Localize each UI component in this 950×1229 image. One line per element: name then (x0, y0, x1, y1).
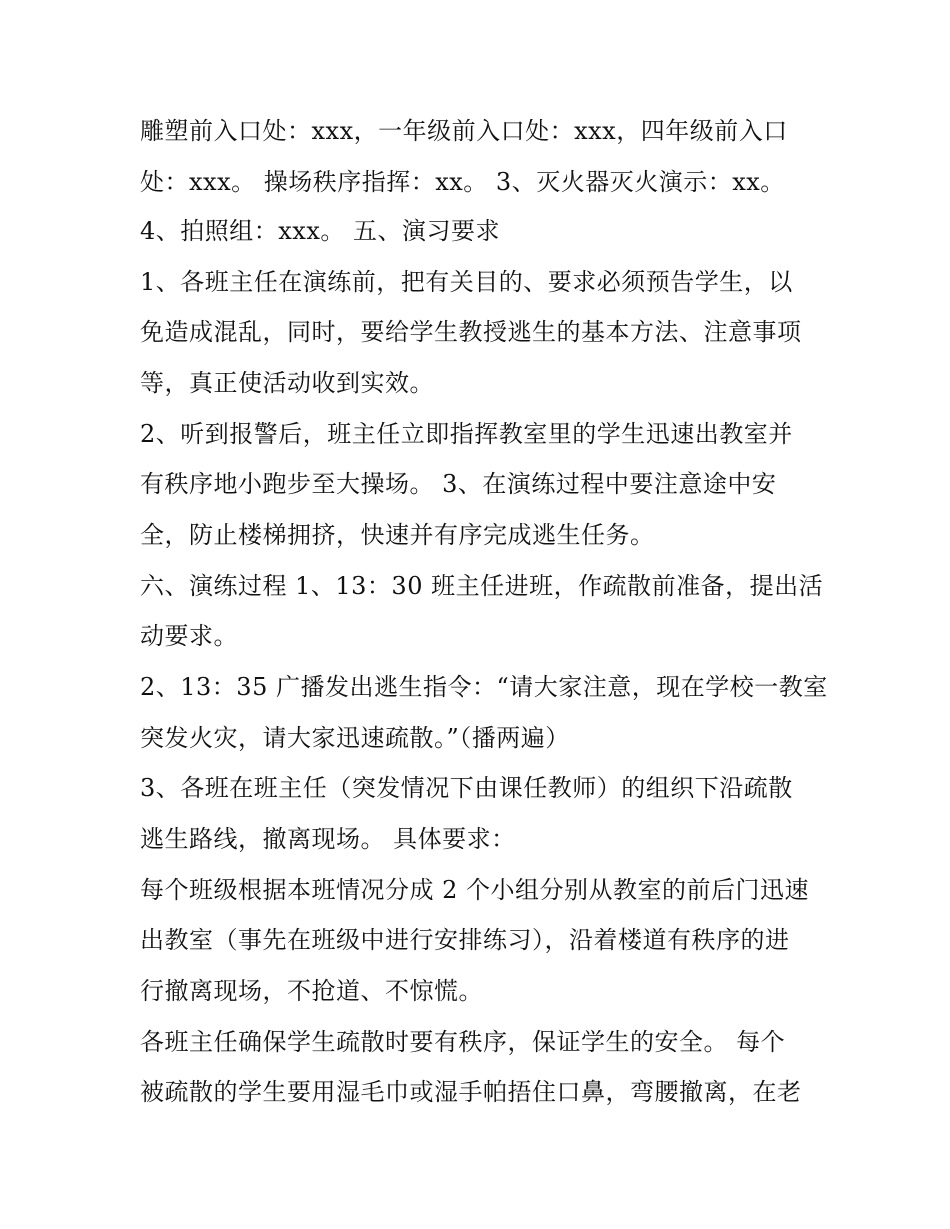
text-line: 全，防止楼梯拥挤，快速并有序完成逃生任务。 (140, 521, 655, 549)
text-line: 等，真正使活动收到实效。 (140, 369, 434, 397)
text-line: 4、拍照组：xxx。 五、演习要求 (140, 217, 501, 245)
text-line: 每个班级根据本班情况分成 2 个小组分别从教室的前后门迅速 (140, 876, 810, 904)
text-line: 六、演练过程 1、13：30 班主任进班，作疏散前准备，提出活 (140, 572, 824, 600)
text-line: 1、各班主任在演练前，把有关目的、要求必须预告学生，以 (140, 268, 793, 296)
text-line: 2、13：35 广播发出逃生指令：“请大家注意，现在学校一教室 (140, 673, 828, 701)
text-line: 突发火灾，请大家迅速疏散。”（播两遍） (140, 724, 570, 752)
text-line: 动要求。 (140, 622, 238, 650)
text-line: 处：xxx。 操场秩序指挥：xx。 3、灭火器灭火演示：xx。 (140, 168, 785, 196)
text-line: 出教室（事先在班级中进行安排练习），沿着楼道有秩序的进 (140, 926, 790, 954)
text-line: 2、听到报警后，班主任立即指挥教室里的学生迅速出教室并 (140, 420, 793, 448)
text-line: 逃生路线，撤离现场。 具体要求： (140, 825, 516, 853)
text-line: 行撤离现场，不抢道、不惊慌。 (140, 977, 483, 1005)
text-line: 被疏散的学生要用湿毛巾或湿手帕捂住口鼻，弯腰撤离，在老 (140, 1078, 802, 1106)
text-line: 3、各班在班主任（突发情况下由课任教师）的组织下沿疏散 (140, 774, 793, 802)
text-line: 雕塑前入口处：xxx，一年级前入口处：xxx，四年级前入口 (140, 117, 788, 145)
text-line: 有秩序地小跑步至大操场。 3、在演练过程中要注意途中安 (140, 470, 777, 498)
text-line: 免造成混乱，同时，要给学生教授逃生的基本方法、注意事项 (140, 318, 802, 346)
text-line: 各班主任确保学生疏散时要有秩序，保证学生的安全。 每个 (140, 1028, 786, 1056)
